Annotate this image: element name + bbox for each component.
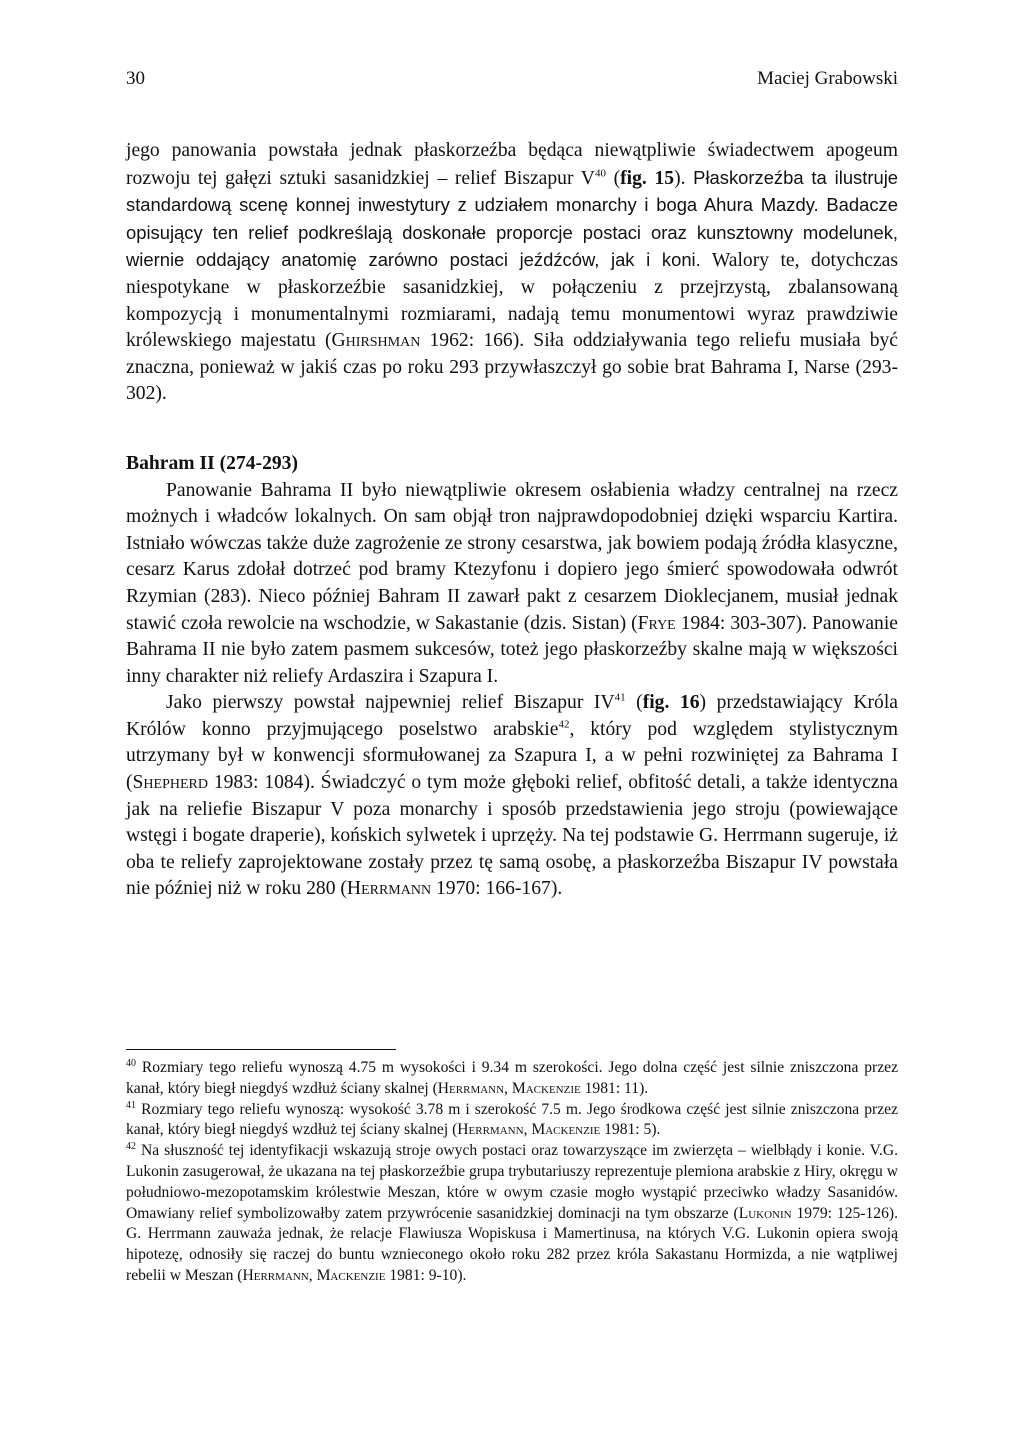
paragraph-biszapur-iv: Jako pierwszy powstał najpewniej relief Biszapur IV$^{41}$ (fig. 16) przedstawiający Króla Królów konno przyjmującego poselstwo arabskie$^{42}$, który pod względem stylistycznym utrzymany był w konwencji sformułowanej za Szapura I, a w pełni rozwiniętej za Bahrama I (Shepherd 1983: 1084). Świadczyć o tym może głęboki relief, obfitość detali, a także identyczna jak na reliefie Biszapur V poza monarchy i sposób przedstawienia jego stroju (powiewające wstęgi i bogate draperie), końskich sylwetek i uprzęży. Na tej podstawie G. Herrmann sugeruje, iż oba te reliefy zaprojektowane zostały przez tę samą osobę, a płaskorzeźba Biszapur IV powstała nie później niż w roku 280 (Herrmann 1970: 166-167).	[126, 691, 898, 900]
citation-author: Shepherd	[132, 772, 208, 794]
footnote-41: $^{41}$ Rozmiary tego reliefu wynoszą: wysokość 3.78 m i szerokość 7.5 m. Jego środkowa część jest silnie zniszczona przez kanał, który biegł niegdyś wzdłuż tej ściany skalnej (Herrmann, Mackenzie 1981: 5).	[126, 1099, 898, 1139]
citation-author: Herrmann	[346, 878, 432, 900]
footnote-separator	[126, 1049, 396, 1050]
footnote-ref-40[interactable]: 40	[594, 167, 606, 180]
page-number: 30	[126, 68, 145, 89]
footnote-42: $^{42}$ Na słuszność tej identyfikacji wskazują stroje owych postaci oraz towarzyszące im zwierzęta – wielbłądy i konie. V.G. Lukonin zasugerował, że ukazana na tej płaskorzeźbie grupa trybutariuszy reprezentuje plemiona arabskie z Hiry, okręgu w południowo-mezopotamskim królestwie Meszan, które w owym czasie mogło wystąpić przeciwko władzy Sasanidów. Omawiany relief symbolizowałby zatem przywrócenie sasanidzkiej dominacji na tym obszarze (Lukonin 1979: 125-126). G. Herrmann zauważa jednak, że relacje Flawiusza Wopiskusa i Mamertinusa, na których V.G. Lukonin opiera swoją hipotezę, odnosiły się raczej do buntu wznieconego około roku 282 przez króla Sakastanu Hormizda, a nie wątpliwej rebelii w Meszan (Herrmann, Mackenzie 1981: 9-10).	[126, 1141, 898, 1284]
body-text	[126, 138, 898, 903]
footnote-40: $^{40}$ Rozmiary tego reliefu wynoszą 4.75 m wysokości i 9.34 m szerokości. Jego dolna część jest silnie zniszczona przez kanał, który biegł niegdyś wzdłuż ściany skalnej (Herrmann, Mackenzie 1981: 11).	[126, 1057, 898, 1097]
paragraph-bahram-ii-reign: Panowanie Bahrama II było niewątpliwie okresem osłabienia władzy centralnej na rzecz możnych i władców lokalnych. On sam objął tron najprawdopodobniej dzięki wsparciu Kartira. Istniało wówczas także duże zagrożenie ze strony cesarstwa, jak bowiem podają źródła klasyczne, cesarz Karus zdołał dotrzeć pod bramy Ktezyfonu i dopiero jego śmierć spowodowała odwrót Rzymian (283). Nieco później Bahram II zawarł pakt z cesarzem Dioklecjanem, musiał jednak stawić czoła rewolcie na wschodzie, w Sakastanie (dzis. Sistan) (Frye 1984: 303-307). Panowanie Bahrama II nie było zatem pasmem sukcesów, toteż jego płaskorzeźby skalne mają w większości inny charakter niż reliefy Ardaszira i Szapura I.	[126, 479, 898, 687]
figure-ref-15[interactable]: fig. 15	[620, 167, 675, 189]
document-page	[126, 0, 898, 1447]
page-header	[126, 68, 898, 98]
section-heading-bahram-ii: Bahram II (274-293)	[126, 452, 298, 474]
paragraph-biszapur-v: jego panowania powstała jednak płaskorzeźba będąca niewątpliwie świadectwem apogeum rozwoju tej gałęzi sztuki sasanidzkiej – relief Biszapur $V^{40}$ (fig. 15). Płaskorzeźba ta ilustruje standardową scenę konnej inwestytury z udziałem monarchy i boga Ahura Mazdy. Badacze opisujący ten relief podkreślają doskonałe proporcje postaci oraz kunsztowny modelunek, wiernie oddający anatomię zarówno postaci jeźdźców, jak i koni. Walory te, dotychczas niespotykane w płaskorzeźbie sasanidzkiej, w połączeniu z przejrzystą, zbalansowaną kompozycją i monumentalnymi rozmiarami, nadają temu monumentowi wyraz prawdziwie królewskiego majestatu (Ghirshman 1962: 166). Siła oddziaływania tego reliefu musiała być znaczna, ponieważ w jakiś czas po roku 293 przywłaszczył go sobie brat Bahrama I, Narse (293-302).	[126, 140, 899, 405]
footnote-ref-42[interactable]: 42	[558, 718, 570, 731]
footnote-ref-41[interactable]: 41	[614, 691, 626, 704]
citation-author: Frye	[637, 612, 676, 634]
footnotes	[126, 1058, 898, 1287]
citation-author: Ghirshman	[331, 330, 421, 352]
running-head-author: Maciej Grabowski	[757, 68, 898, 89]
figure-ref-16[interactable]: fig. 16	[642, 692, 700, 714]
